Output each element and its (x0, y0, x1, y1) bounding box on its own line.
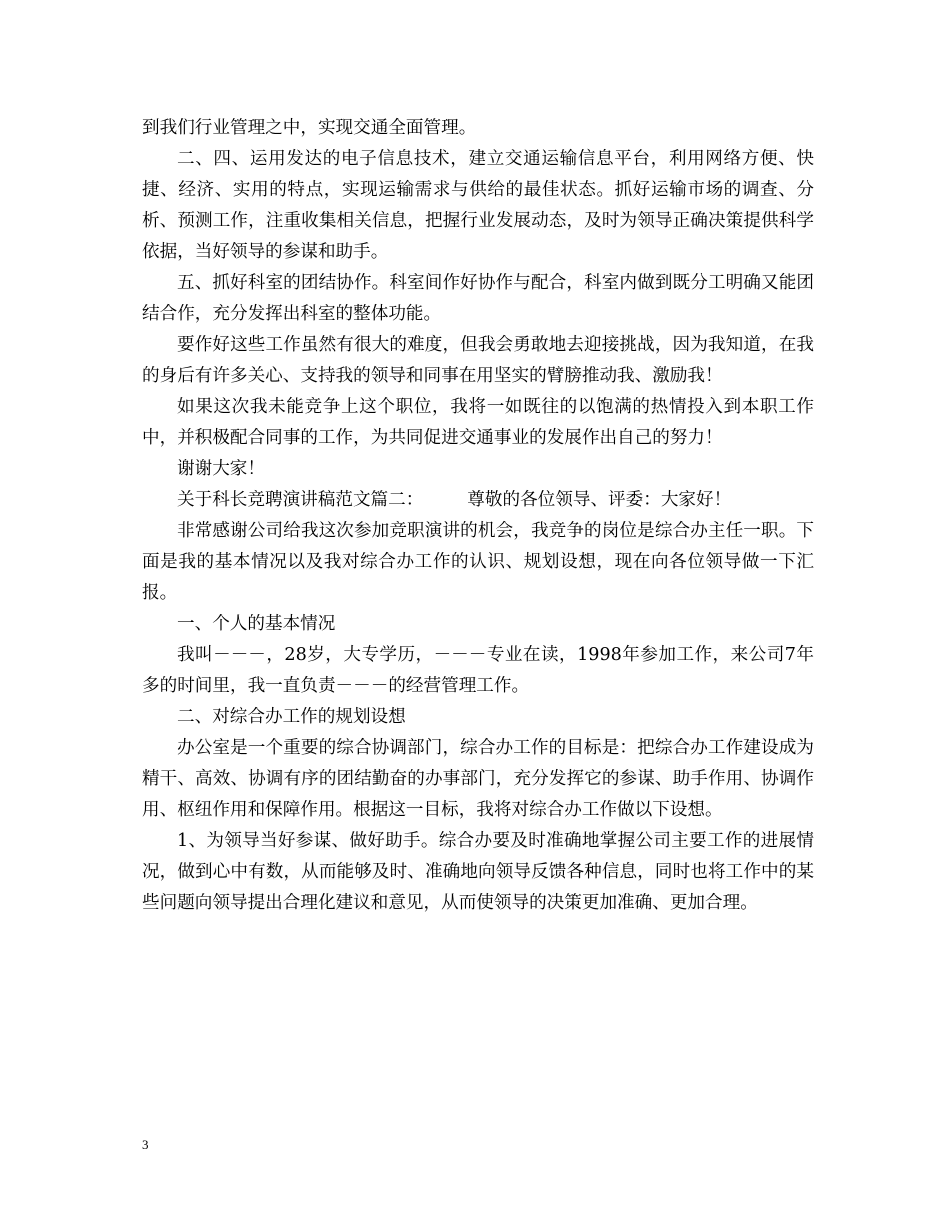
paragraph: 我叫－－－，28岁，大专学历，－－－专业在读，1998年参加工作，来公司7年多的时间里，我一直负责－－－的经营管理工作。 (142, 645, 814, 696)
paragraph: 二、四、运用发达的电子信息技术，建立交通运输信息平台，利用网络方便、快捷、经济、实用的特点，实现运输需求与供给的最佳状态。抓好运输市场的调查、分析、预测工作，注重收集相关信息，把握行业发展动态，及时为领导正确决策提供科学依据，当好领导的参谋和助手。 (142, 149, 814, 262)
paragraph: 非常感谢公司给我这次参加竞职演讲的机会，我竞争的岗位是综合办主任一职。下面是我的基本情况以及我对综合办工作的认识、规划设想，现在向各位领导做一下汇报。 (142, 521, 814, 603)
paragraph: 五、抓好科室的团结协作。科室间作好协作与配合，科室内做到既分工明确又能团结合作，充分发挥出科室的整体功能。 (142, 273, 814, 324)
document-body (142, 113, 814, 919)
paragraph: 1、为领导当好参谋、做好助手。综合办要及时准确地掌握公司主要工作的进展情况，做到心中有数，从而能够及时、准确地向领导反馈各种信息，同时也将工作中的某些问题向领导提出合理化建议和意见，从而使领导的决策更加准确、更加合理。 (142, 831, 814, 913)
page-number: 3 (142, 1137, 149, 1152)
subheading: 一、个人的基本情况 (177, 614, 336, 634)
subheading: 二、对综合办工作的规划设想 (177, 707, 406, 727)
paragraph: 如果这次我未能竞争上这个职位，我将一如既往的以饱满的热情投入到本职工作中，并积极配合同事的工作，为共同促进交通事业的发展作出自己的努力！ (142, 397, 814, 448)
paragraph: 谢谢大家！ (177, 459, 265, 479)
paragraph: 到我们行业管理之中，实现交通全面管理。 (142, 118, 477, 138)
paragraph: 要作好这些工作虽然有很大的难度，但我会勇敢地去迎接挑战，因为我知道，在我的身后有许多关心、支持我的领导和同事在用坚实的臂膀推动我、激励我！ (142, 335, 814, 386)
section-heading: 关于科长竞聘演讲稿范文篇二： 尊敬的各位领导、评委：大家好！ (177, 490, 732, 510)
paragraph: 办公室是一个重要的综合协调部门，综合办工作的目标是：把综合办工作建设成为精干、高效、协调有序的团结勤奋的办事部门，充分发挥它的参谋、助手作用、协调作用、枢纽作用和保障作用。根据这一目标，我将对综合办工作做以下设想。 (142, 738, 814, 820)
